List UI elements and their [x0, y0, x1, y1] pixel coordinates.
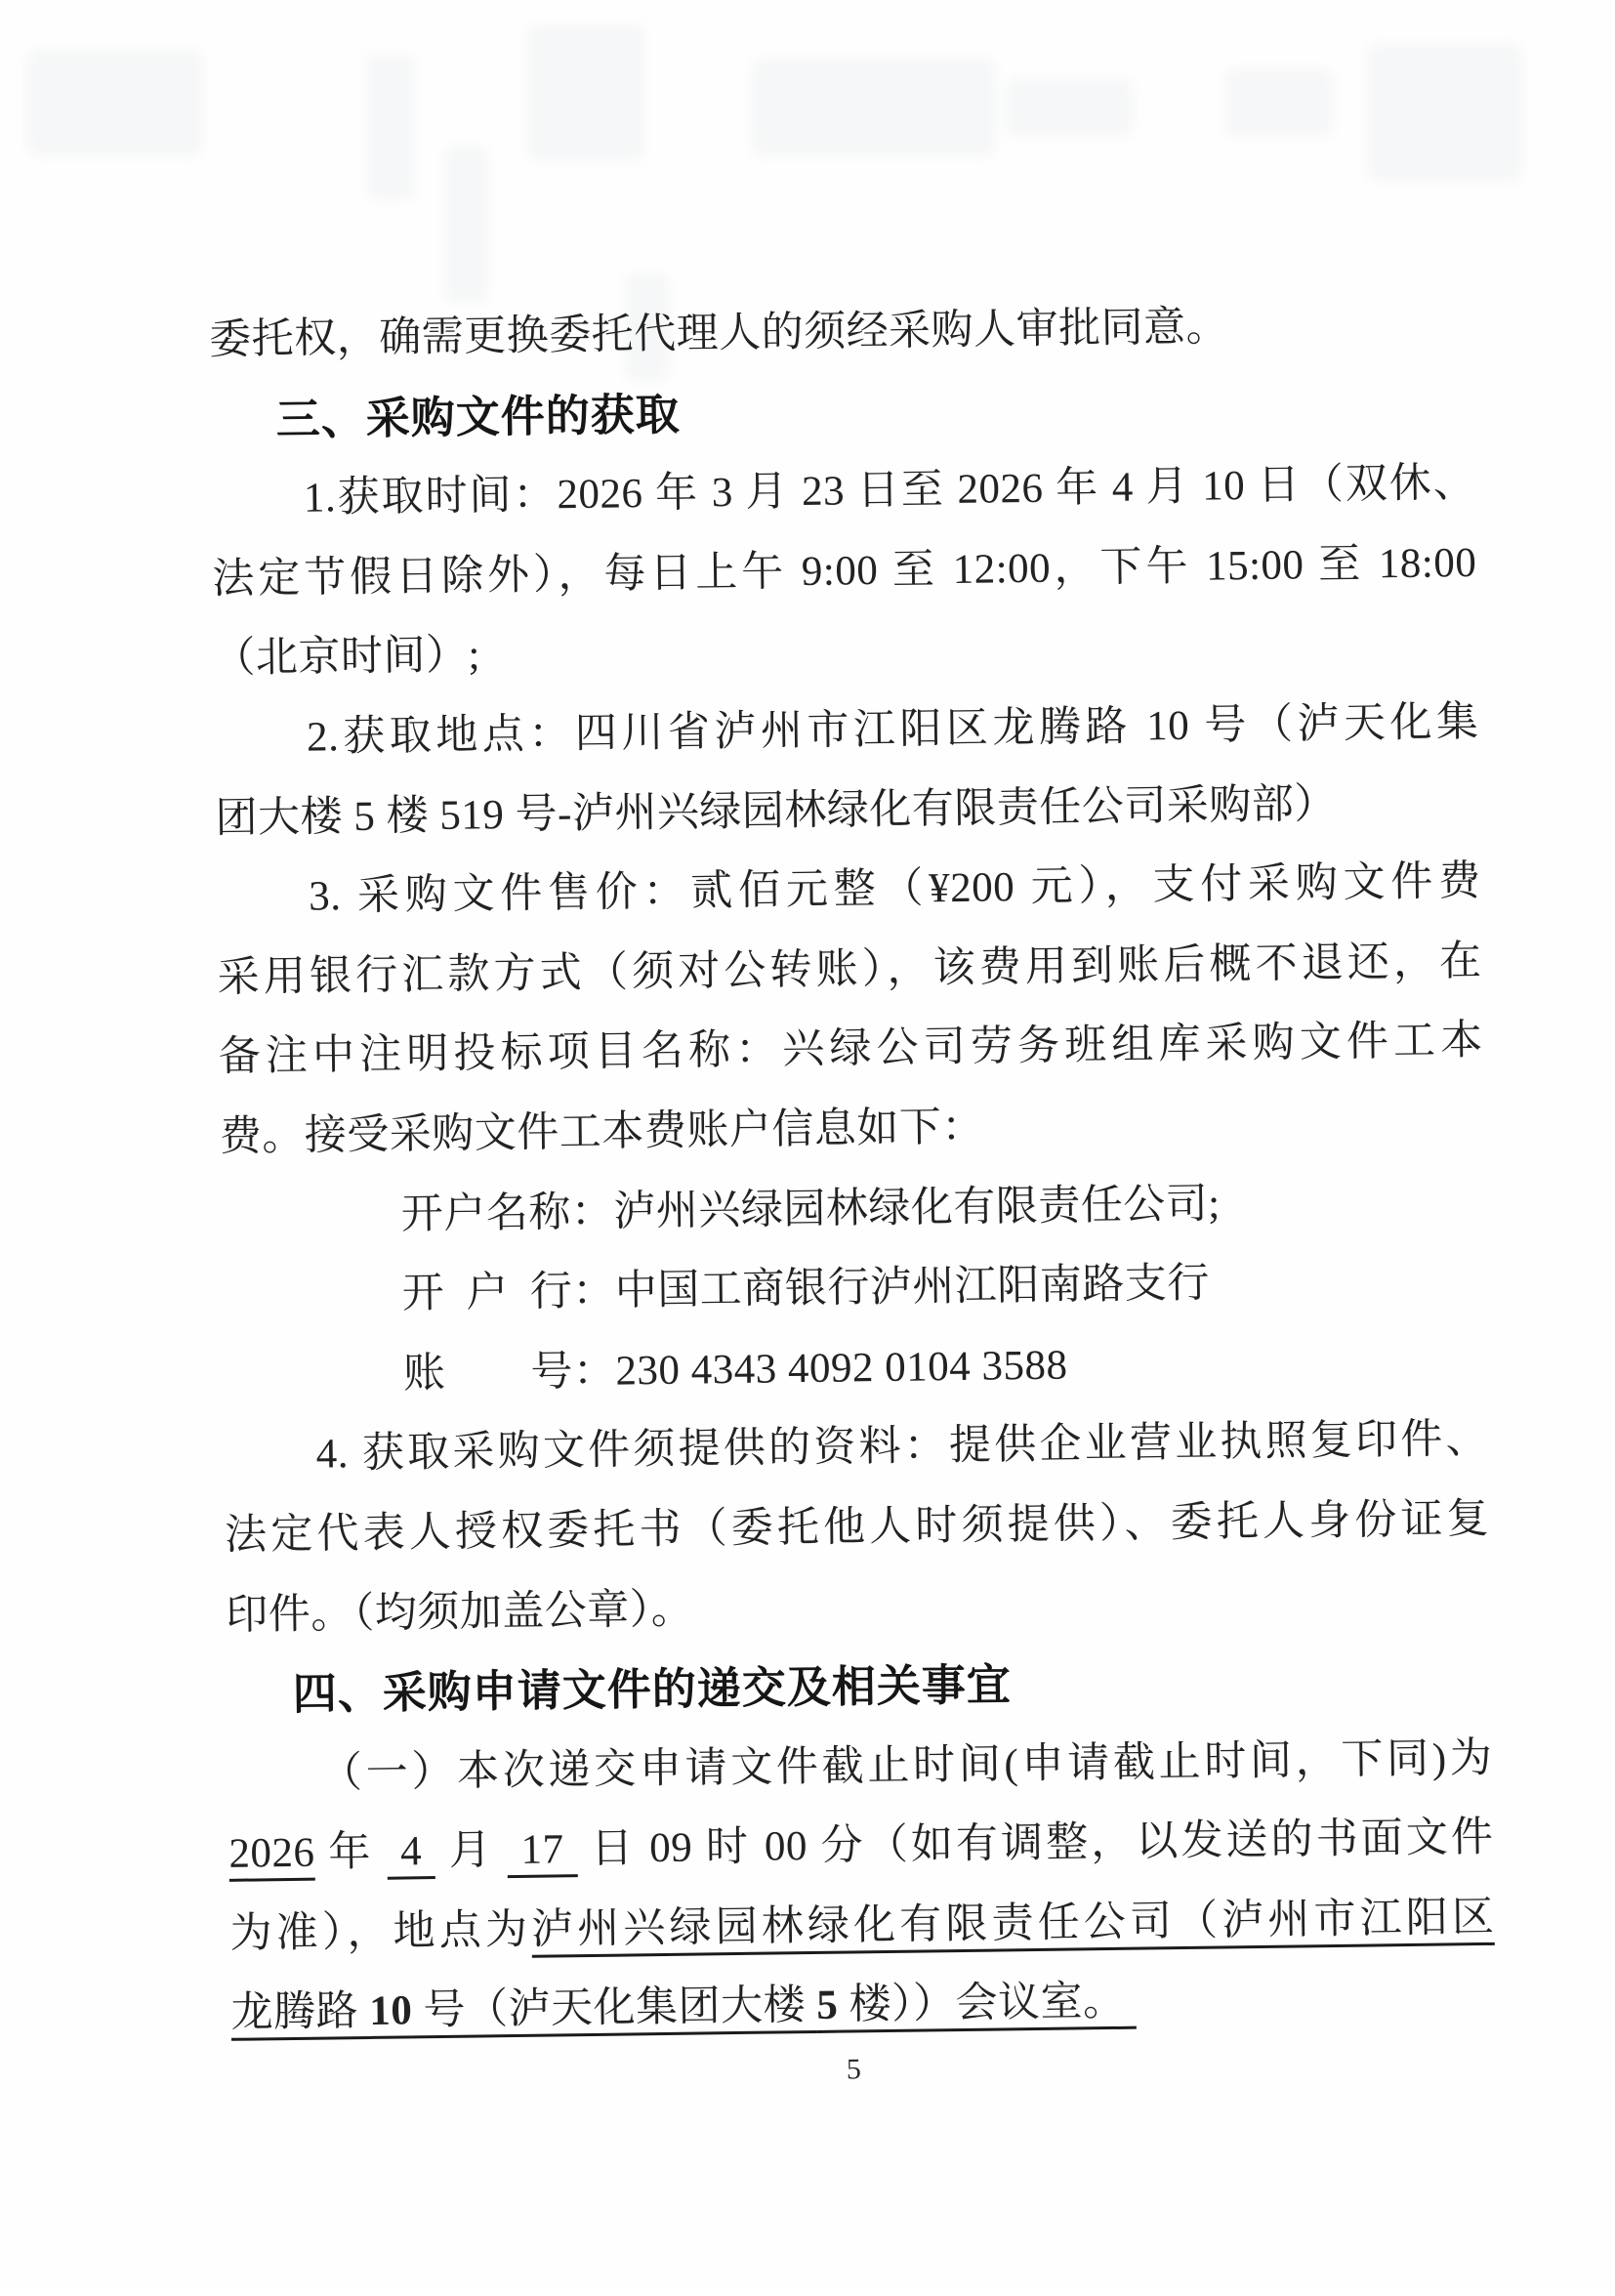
document-content — [209, 284, 1496, 2054]
text-segment: 委托权，确需更换委托代理人的须经采购人审批同意。 — [208, 304, 1229, 363]
text-segment: 开 户 行：中国工商银行泸州江阳南路支行 — [401, 1260, 1211, 1317]
text-segment: 1.获取时间：2026 年 3 月 23 日至 2026 年 4 月 10 日（双休、 — [303, 460, 1476, 522]
underlined-segment: 楼））会议室。 — [838, 1979, 1137, 2033]
text-segment: 印件。（均须加盖公章）。 — [225, 1586, 694, 1639]
text-segment: 日 09 时 00 分（如有调整，以发送的书面文件 — [577, 1815, 1494, 1873]
text-segment: （一）本次递交申请文件截止时间(申请截止时间，下同)为 — [319, 1734, 1493, 1797]
text-segment: 为准），地点为 — [229, 1906, 532, 1957]
text-segment: 年 — [314, 1828, 388, 1876]
body-line — [212, 523, 1477, 620]
text-segment: 账 号：230 4343 4092 0104 3588 — [402, 1342, 1068, 1398]
underlined-segment: 号（泸天化集团大楼 — [412, 1983, 817, 2038]
text-segment: 采用银行汇款方式（须对公转账），该费用到账后概不退还，在 — [217, 938, 1482, 1001]
underlined-segment: 龙腾路 — [230, 1988, 369, 2041]
text-segment: 费。接受采购文件工本费账户信息如下： — [219, 1104, 985, 1160]
text-segment: 法定节假日除外），每日上午 9:00 至 12:00，下午 15:00 至 18:00 — [212, 539, 1477, 603]
text-segment: 4. 获取采购文件须提供的资料：提供企业营业执照复印件、 — [315, 1416, 1489, 1478]
underlined-segment: 17 — [507, 1826, 577, 1878]
text-segment: 开户名称：泸州兴绿园林绿化有限责任公司; — [400, 1181, 1222, 1237]
text-segment: 备注中注明投标项目名称：兴绿公司劳务班组库采购文件工本 — [218, 1018, 1484, 1081]
text-segment: 3. 采购文件售价：贰佰元整（¥200 元），支付采购文件费 — [308, 858, 1481, 920]
text-segment: 团大楼 5 楼 519 号-泸州兴绿园林绿化有限责任公司采购部） — [215, 780, 1338, 842]
underlined-segment: 2026 — [228, 1830, 315, 1882]
body-line — [218, 1001, 1483, 1098]
text-segment: 三、采购文件的获取 — [275, 389, 682, 444]
page-number: 5 — [846, 2053, 862, 2086]
underlined-segment: 4 — [387, 1828, 435, 1880]
text-segment: 法定代表人授权委托书（委托他人时须提供）、委托人身份证复 — [224, 1495, 1490, 1559]
text-segment: （北京时间）; — [213, 632, 481, 683]
text-segment: 2.获取地点：四川省泸州市江阳区龙腾路 10 号（泸天化集 — [306, 698, 1479, 761]
underlined-segment: 泸州兴绿园林绿化有限责任公司（泸州市江阳区 — [531, 1895, 1495, 1958]
underlined-segment: 10 — [369, 1988, 413, 2040]
location-line — [230, 1957, 1496, 2054]
body-line — [225, 1480, 1490, 1576]
text-segment: 月 — [435, 1827, 509, 1875]
underlined-segment: 5 — [816, 1983, 839, 2033]
text-segment: 四、采购申请文件的递交及相关事宜 — [292, 1659, 1013, 1720]
